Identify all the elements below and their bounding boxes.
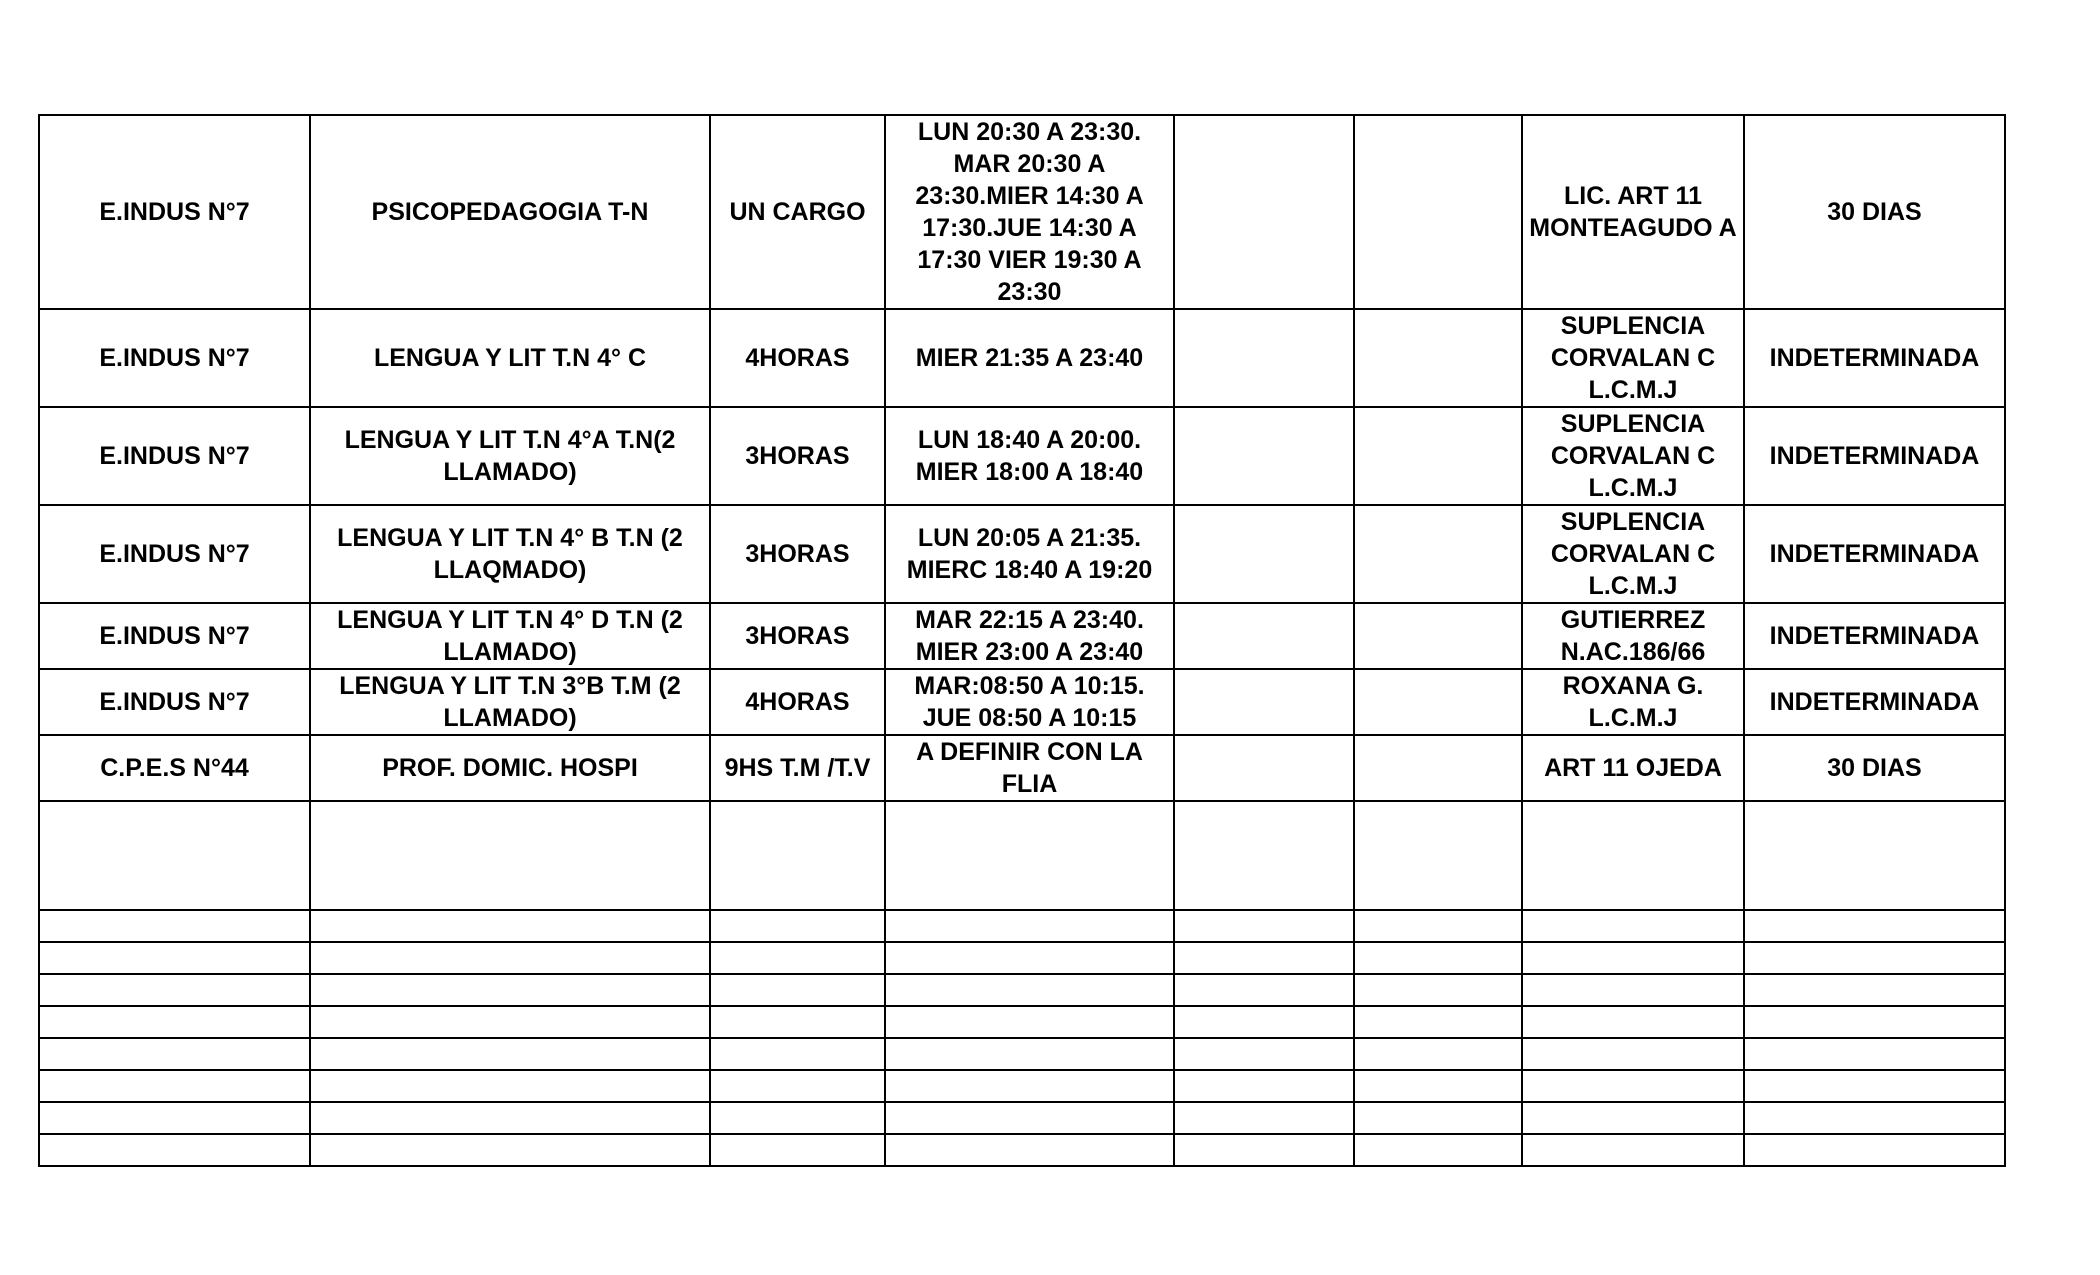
duration-cell: INDETERMINADA — [1744, 309, 2005, 407]
reason-cell: SUPLENCIA CORVALAN C L.C.M.J — [1522, 309, 1744, 407]
empty-cell — [1354, 1006, 1522, 1038]
empty-cell — [1522, 1102, 1744, 1134]
empty-cell — [1354, 1070, 1522, 1102]
empty-cell — [885, 1134, 1174, 1166]
table-row — [39, 735, 2005, 801]
table-row — [39, 1102, 2005, 1134]
empty-cell — [710, 1102, 885, 1134]
empty-cell — [1174, 801, 1354, 910]
empty-cell — [310, 974, 710, 1006]
blank-cell — [1174, 669, 1354, 735]
table-row — [39, 603, 2005, 669]
school-cell: E.INDUS N°7 — [39, 407, 310, 505]
empty-cell — [310, 1070, 710, 1102]
empty-cell — [1744, 942, 2005, 974]
blank-cell — [1354, 505, 1522, 603]
empty-cell — [39, 974, 310, 1006]
schedule-table — [38, 114, 2006, 1167]
duration-cell: INDETERMINADA — [1744, 669, 2005, 735]
empty-cell — [1522, 801, 1744, 910]
duration-cell: 30 DIAS — [1744, 115, 2005, 309]
empty-cell — [710, 1006, 885, 1038]
reason-cell: SUPLENCIA CORVALAN C L.C.M.J — [1522, 407, 1744, 505]
hours-cell: 9HS T.M /T.V — [710, 735, 885, 801]
empty-cell — [1354, 910, 1522, 942]
empty-cell — [1744, 910, 2005, 942]
empty-cell — [1354, 942, 1522, 974]
blank-cell — [1174, 735, 1354, 801]
empty-cell — [1522, 942, 1744, 974]
table-row — [39, 309, 2005, 407]
hours-cell: UN CARGO — [710, 115, 885, 309]
table-row — [39, 505, 2005, 603]
reason-cell: ROXANA G. L.C.M.J — [1522, 669, 1744, 735]
duration-cell: 30 DIAS — [1744, 735, 2005, 801]
blank-cell — [1354, 309, 1522, 407]
subject-cell: PROF. DOMIC. HOSPI — [310, 735, 710, 801]
hours-cell: 4HORAS — [710, 309, 885, 407]
empty-cell — [885, 942, 1174, 974]
empty-cell — [1744, 1038, 2005, 1070]
subject-cell: PSICOPEDAGOGIA T-N — [310, 115, 710, 309]
schedule-cell: A DEFINIR CON LA FLIA — [885, 735, 1174, 801]
empty-cell — [885, 974, 1174, 1006]
empty-cell — [1174, 974, 1354, 1006]
empty-cell — [710, 974, 885, 1006]
empty-cell — [39, 801, 310, 910]
table-row — [39, 1134, 2005, 1166]
hours-cell: 3HORAS — [710, 505, 885, 603]
schedule-sheet — [38, 114, 2004, 1158]
blank-cell — [1354, 407, 1522, 505]
empty-cell — [885, 1006, 1174, 1038]
schedule-cell: LUN 18:40 A 20:00. MIER 18:00 A 18:40 — [885, 407, 1174, 505]
table-row — [39, 942, 2005, 974]
empty-cell — [885, 1070, 1174, 1102]
empty-cell — [1522, 974, 1744, 1006]
duration-cell: INDETERMINADA — [1744, 505, 2005, 603]
empty-cell — [1522, 910, 1744, 942]
subject-cell: LENGUA Y LIT T.N 3°B T.M (2 LLAMADO) — [310, 669, 710, 735]
empty-cell — [1522, 1070, 1744, 1102]
empty-cell — [1744, 1006, 2005, 1038]
schedule-cell: LUN 20:30 A 23:30. MAR 20:30 A 23:30.MIER 14:30 A 17:30.JUE 14:30 A 17:30 VIER 19:30 A 23:30 — [885, 115, 1174, 309]
reason-cell: LIC. ART 11 MONTEAGUDO A — [1522, 115, 1744, 309]
empty-cell — [39, 1070, 310, 1102]
table-row — [39, 910, 2005, 942]
empty-cell — [1174, 1102, 1354, 1134]
empty-cell — [39, 942, 310, 974]
blank-cell — [1174, 505, 1354, 603]
school-cell: E.INDUS N°7 — [39, 505, 310, 603]
empty-cell — [1744, 1102, 2005, 1134]
empty-cell — [1744, 974, 2005, 1006]
duration-cell: INDETERMINADA — [1744, 603, 2005, 669]
reason-cell: SUPLENCIA CORVALAN C L.C.M.J — [1522, 505, 1744, 603]
table-row — [39, 407, 2005, 505]
empty-cell — [310, 1038, 710, 1070]
empty-cell — [1174, 910, 1354, 942]
empty-cell — [1354, 801, 1522, 910]
table-row — [39, 974, 2005, 1006]
table-row — [39, 669, 2005, 735]
empty-cell — [1174, 942, 1354, 974]
school-cell: E.INDUS N°7 — [39, 669, 310, 735]
empty-cell — [710, 1070, 885, 1102]
hours-cell: 3HORAS — [710, 407, 885, 505]
empty-cell — [885, 1038, 1174, 1070]
empty-cell — [1354, 1134, 1522, 1166]
empty-cell — [710, 942, 885, 974]
empty-cell — [310, 1102, 710, 1134]
empty-cell — [1174, 1038, 1354, 1070]
empty-cell — [310, 1134, 710, 1166]
reason-cell: GUTIERREZ N.AC.186/66 — [1522, 603, 1744, 669]
empty-cell — [1354, 1038, 1522, 1070]
schedule-cell: MAR 22:15 A 23:40. MIER 23:00 A 23:40 — [885, 603, 1174, 669]
schedule-cell: MIER 21:35 A 23:40 — [885, 309, 1174, 407]
school-cell: E.INDUS N°7 — [39, 603, 310, 669]
table-row — [39, 115, 2005, 309]
duration-cell: INDETERMINADA — [1744, 407, 2005, 505]
empty-cell — [1174, 1006, 1354, 1038]
subject-cell: LENGUA Y LIT T.N 4° C — [310, 309, 710, 407]
empty-cell — [310, 910, 710, 942]
blank-cell — [1354, 115, 1522, 309]
empty-cell — [310, 942, 710, 974]
empty-cell — [1174, 1070, 1354, 1102]
blank-cell — [1174, 407, 1354, 505]
subject-cell: LENGUA Y LIT T.N 4°A T.N(2 LLAMADO) — [310, 407, 710, 505]
empty-cell — [885, 801, 1174, 910]
schedule-cell: MAR:08:50 A 10:15. JUE 08:50 A 10:15 — [885, 669, 1174, 735]
school-cell: E.INDUS N°7 — [39, 309, 310, 407]
empty-cell — [39, 1134, 310, 1166]
empty-cell — [39, 1038, 310, 1070]
blank-cell — [1174, 603, 1354, 669]
subject-cell: LENGUA Y LIT T.N 4° D T.N (2 LLAMADO) — [310, 603, 710, 669]
empty-cell — [1354, 974, 1522, 1006]
blank-cell — [1174, 115, 1354, 309]
empty-cell — [39, 910, 310, 942]
empty-cell — [710, 801, 885, 910]
empty-cell — [1744, 1070, 2005, 1102]
schedule-cell: LUN 20:05 A 21:35. MIERC 18:40 A 19:20 — [885, 505, 1174, 603]
subject-cell: LENGUA Y LIT T.N 4° B T.N (2 LLAQMADO) — [310, 505, 710, 603]
blank-cell — [1354, 735, 1522, 801]
empty-cell — [1744, 801, 2005, 910]
empty-cell — [710, 910, 885, 942]
empty-cell — [1354, 1102, 1522, 1134]
hours-cell: 4HORAS — [710, 669, 885, 735]
empty-cell — [710, 1134, 885, 1166]
table-row — [39, 1006, 2005, 1038]
empty-cell — [310, 1006, 710, 1038]
empty-cell — [885, 1102, 1174, 1134]
empty-cell — [39, 1102, 310, 1134]
blank-cell — [1174, 309, 1354, 407]
empty-cell — [39, 1006, 310, 1038]
reason-cell: ART 11 OJEDA — [1522, 735, 1744, 801]
empty-cell — [310, 801, 710, 910]
empty-cell — [710, 1038, 885, 1070]
empty-cell — [1522, 1006, 1744, 1038]
table-row — [39, 801, 2005, 910]
empty-cell — [1522, 1038, 1744, 1070]
blank-cell — [1354, 669, 1522, 735]
empty-cell — [1744, 1134, 2005, 1166]
school-cell: E.INDUS N°7 — [39, 115, 310, 309]
empty-cell — [1522, 1134, 1744, 1166]
table-row — [39, 1070, 2005, 1102]
empty-cell — [885, 910, 1174, 942]
empty-cell — [1174, 1134, 1354, 1166]
school-cell: C.P.E.S N°44 — [39, 735, 310, 801]
table-row — [39, 1038, 2005, 1070]
blank-cell — [1354, 603, 1522, 669]
hours-cell: 3HORAS — [710, 603, 885, 669]
